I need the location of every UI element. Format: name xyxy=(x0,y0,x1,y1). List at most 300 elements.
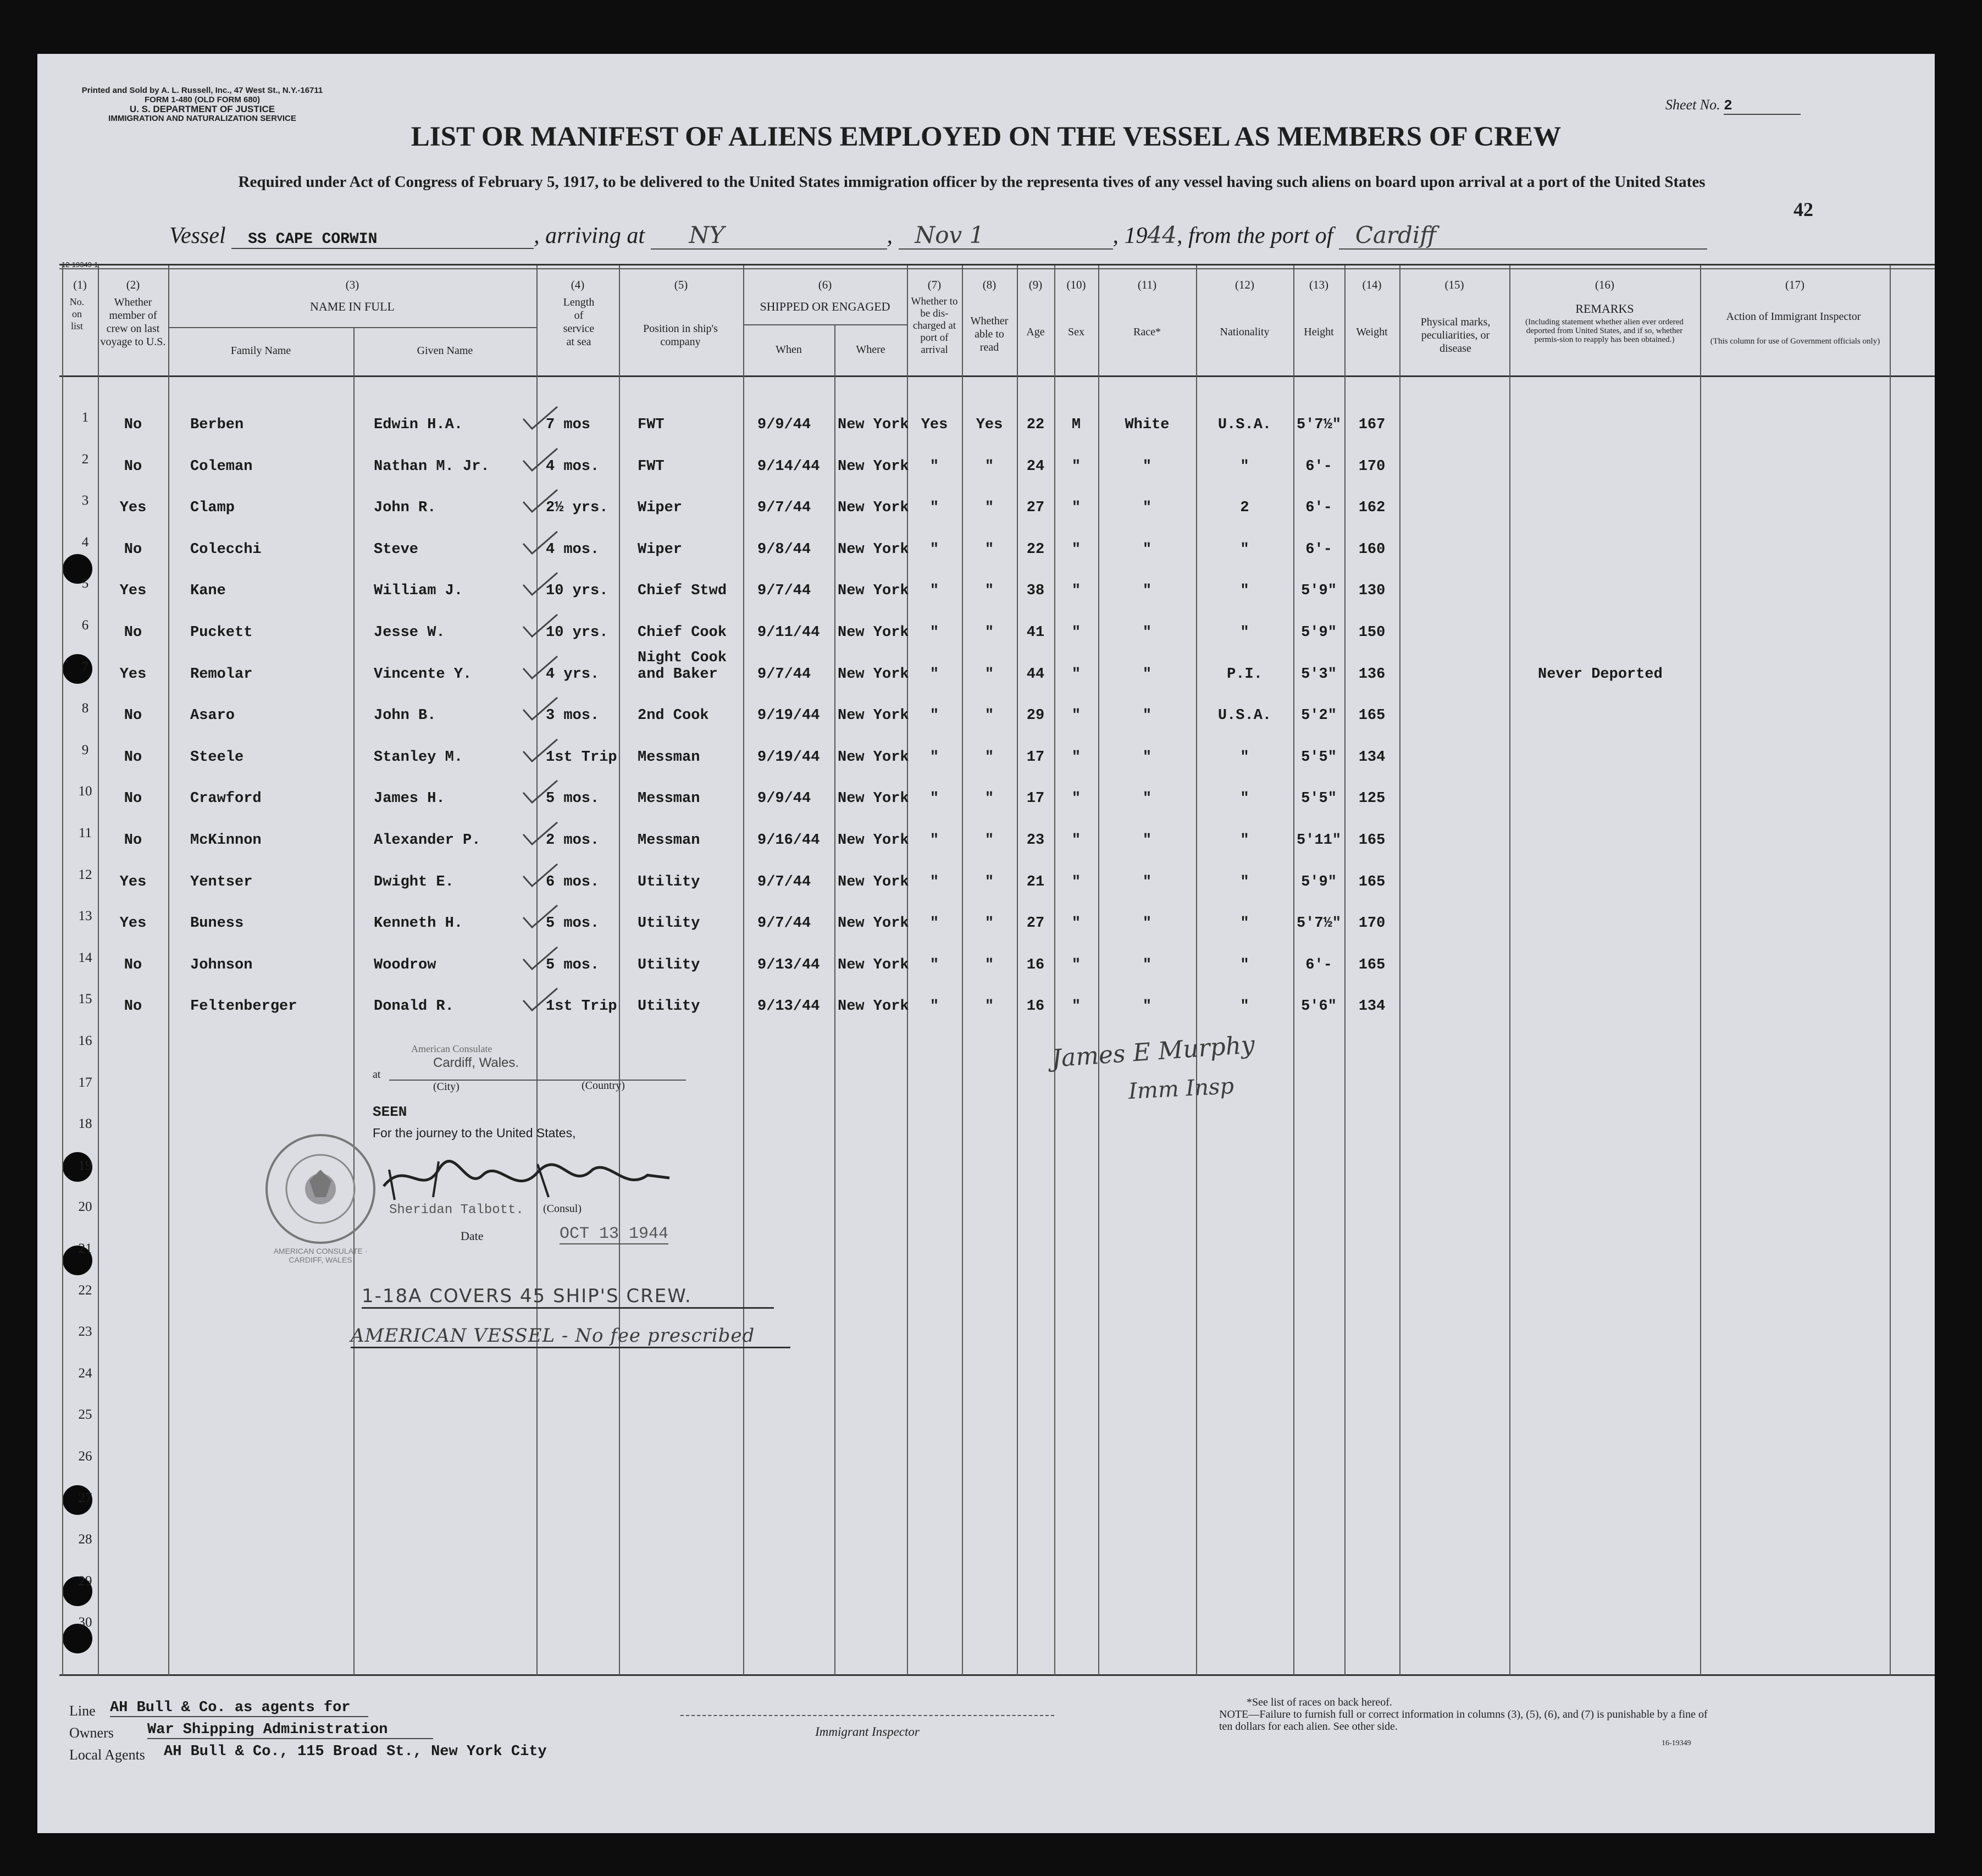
crew-coverage-note: 1-18A COVERS 45 SHIP'S CREW. xyxy=(362,1285,774,1309)
cell-position: Utility xyxy=(638,874,700,890)
arriving-label: , arriving at xyxy=(534,223,645,248)
cell-last: No xyxy=(124,417,142,433)
cell-age: 17 xyxy=(1026,790,1045,807)
consul-place: Cardiff, Wales. xyxy=(433,1055,519,1070)
cell-when: 9/19/44 xyxy=(757,749,820,766)
cell-weight: 134 xyxy=(1358,749,1386,766)
cell-discharged: " xyxy=(929,915,939,932)
cell-last: Yes xyxy=(119,915,147,932)
cell-nationality: " xyxy=(1240,624,1249,641)
cell-age: 44 xyxy=(1026,666,1045,683)
row-number: 24 xyxy=(78,1366,92,1381)
cell-where: New York xyxy=(838,500,909,516)
cell-race: " xyxy=(1142,749,1152,766)
cell-position: FWT xyxy=(638,417,665,433)
cell-last: Yes xyxy=(119,583,147,599)
cell-age: 27 xyxy=(1026,500,1045,516)
cell-race: " xyxy=(1142,832,1152,849)
cell-remarks: Never Deported xyxy=(1538,666,1663,683)
footer-form-number: 16-19349 xyxy=(1662,1739,1691,1747)
row-number: 18 xyxy=(78,1116,92,1131)
footer-agents-label: Local Agents xyxy=(69,1747,145,1763)
cell-given: Donald R. xyxy=(374,998,454,1015)
column-number: (8) xyxy=(982,278,996,291)
cell-position: Utility xyxy=(638,998,700,1015)
cell-service: 1st Trip xyxy=(546,749,617,766)
column-rule xyxy=(834,324,835,1675)
cell-position: Chief Cook xyxy=(638,624,727,641)
cell-given: Steve xyxy=(374,541,419,558)
cell-where: New York xyxy=(838,832,909,849)
cell-last: No xyxy=(124,998,142,1015)
cell-given: John R. xyxy=(374,500,436,516)
cell-family: Clamp xyxy=(190,500,235,516)
cell-discharged: " xyxy=(929,500,939,516)
cell-family: Johnson xyxy=(190,957,253,973)
page-title: LIST OR MANIFEST OF ALIENS EMPLOYED ON THE VESSEL AS MEMBERS OF CREW xyxy=(411,121,1562,152)
row-number: 9 xyxy=(81,743,89,757)
consul-at-label: at xyxy=(373,1069,381,1081)
cell-position: 2nd Cook xyxy=(638,707,709,724)
row-number: 30 xyxy=(78,1615,92,1630)
cell-age: 22 xyxy=(1026,417,1045,433)
cell-weight: 162 xyxy=(1358,500,1386,516)
cell-race: White xyxy=(1125,417,1170,433)
row-number: 6 xyxy=(81,618,89,633)
cell-height: 5'7½" xyxy=(1296,417,1341,433)
cell-height: 5'7½" xyxy=(1296,915,1341,932)
cell-race: " xyxy=(1142,957,1152,973)
cell-race: " xyxy=(1142,583,1152,599)
check-mark-icon xyxy=(521,862,560,889)
cell-given: William J. xyxy=(374,583,463,599)
row-number: 28 xyxy=(78,1532,92,1547)
cell-race: " xyxy=(1142,541,1152,558)
row-number: 8 xyxy=(81,701,89,716)
col-header-service: Length of service at sea xyxy=(563,296,595,348)
cell-read: " xyxy=(984,583,994,599)
row-number: 12 xyxy=(78,867,92,882)
cell-race: " xyxy=(1142,666,1152,683)
column-rule xyxy=(743,265,744,1675)
arrival-year: 44 xyxy=(1147,222,1177,248)
cell-race: " xyxy=(1142,707,1152,724)
cell-sex: " xyxy=(1071,541,1081,558)
cell-service: 4 yrs. xyxy=(546,666,600,683)
row-number: 25 xyxy=(78,1407,92,1422)
cell-age: 21 xyxy=(1026,874,1045,890)
cell-when: 9/7/44 xyxy=(757,666,811,683)
col-header-inspector: Action of Immigrant Inspector xyxy=(1726,311,1861,323)
column-number: (12) xyxy=(1235,278,1254,291)
column-number: (6) xyxy=(818,278,832,291)
row-number: 11 xyxy=(78,826,92,840)
sheet-no-label: Sheet No. xyxy=(1665,97,1720,113)
date-label: Date xyxy=(461,1229,484,1243)
cell-age: 16 xyxy=(1026,998,1045,1015)
cell-discharged: " xyxy=(929,707,939,724)
cell-family: Coleman xyxy=(190,458,253,475)
cell-nationality: " xyxy=(1240,915,1249,932)
cell-given: Woodrow xyxy=(374,957,436,973)
cell-nationality: " xyxy=(1240,458,1249,475)
city-label: (City) xyxy=(433,1081,459,1093)
column-number: (4) xyxy=(571,278,585,291)
col-header-inspector-note: (This column for use of Government officials only) xyxy=(1710,337,1880,346)
col-header-shipped: SHIPPED OR ENGAGED xyxy=(760,300,890,313)
cell-nationality: " xyxy=(1240,874,1249,890)
column-number: (7) xyxy=(927,278,942,291)
cell-nationality: U.S.A. xyxy=(1217,707,1272,724)
cell-discharged: " xyxy=(929,666,939,683)
subheader-rule xyxy=(168,327,536,328)
cell-when: 9/14/44 xyxy=(757,458,820,475)
check-mark-icon xyxy=(521,820,560,848)
column-number: (16) xyxy=(1595,278,1614,291)
column-number: (13) xyxy=(1309,278,1328,291)
footer-inspector-label: Immigrant Inspector xyxy=(815,1725,920,1739)
cell-service: 7 mos xyxy=(546,417,591,433)
cell-given: Nathan M. Jr. xyxy=(374,458,490,475)
col-header-when: When xyxy=(776,344,802,356)
cell-service: 5 mos. xyxy=(546,957,600,973)
cell-weight: 125 xyxy=(1358,790,1386,807)
cell-sex: " xyxy=(1071,832,1081,849)
cell-when: 9/7/44 xyxy=(757,500,811,516)
cell-position: Night Cook and Baker xyxy=(638,650,727,683)
table-bottom-rule xyxy=(59,1674,1935,1676)
cell-height: 5'3" xyxy=(1301,666,1337,683)
cell-weight: 165 xyxy=(1358,957,1386,973)
column-number: (11) xyxy=(1137,278,1157,291)
footer-owners-value: War Shipping Administration xyxy=(147,1722,433,1739)
row-number: 1 xyxy=(81,410,89,425)
cell-discharged: " xyxy=(929,957,939,973)
footer-line-label: Line xyxy=(69,1703,96,1719)
row-number: 27 xyxy=(78,1491,92,1506)
inspector-signature: James E Murphy xyxy=(1050,1031,1256,1073)
cell-where: New York xyxy=(838,998,909,1015)
cell-when: 9/7/44 xyxy=(757,583,811,599)
check-mark-icon xyxy=(521,903,560,931)
cell-given: Stanley M. xyxy=(374,749,463,766)
cell-read: " xyxy=(984,749,994,766)
cell-given: Vincente Y. xyxy=(374,666,472,683)
check-mark-icon xyxy=(521,695,560,723)
printer-line: FORM 1-480 (OLD FORM 680) xyxy=(144,95,261,104)
cell-read: " xyxy=(984,666,994,683)
cell-weight: 165 xyxy=(1358,874,1386,890)
cell-age: 24 xyxy=(1026,458,1045,475)
table-top-rule xyxy=(59,268,1935,269)
cell-sex: " xyxy=(1071,915,1081,932)
cell-sex: " xyxy=(1071,957,1081,973)
cell-height: 6'- xyxy=(1305,541,1332,558)
row-number: 2 xyxy=(81,452,89,467)
cell-discharged: " xyxy=(929,749,939,766)
column-number: (1) xyxy=(73,278,87,291)
page-subtitle: Required under Act of Congress of February 5, 1917, to be delivered to the United States immigration officer by the representa tives of any vessel having such aliens on board upon arrival at a port of the United States xyxy=(238,173,1706,191)
cell-sex: " xyxy=(1071,874,1081,890)
page-number: 42 xyxy=(1793,198,1813,220)
cell-race: " xyxy=(1142,998,1152,1015)
check-mark-icon xyxy=(521,612,560,640)
inspector-title: Imm Insp xyxy=(1127,1073,1235,1104)
cell-height: 5'5" xyxy=(1301,749,1337,766)
cell-height: 5'9" xyxy=(1301,624,1337,641)
cell-where: New York xyxy=(838,749,909,766)
row-number: 19 xyxy=(78,1158,92,1173)
cell-nationality: " xyxy=(1240,957,1249,973)
cell-nationality: U.S.A. xyxy=(1217,417,1272,433)
check-mark-icon xyxy=(521,488,560,515)
cell-age: 41 xyxy=(1026,624,1045,641)
column-number: (14) xyxy=(1362,278,1382,291)
american-vessel-note: AMERICAN VESSEL - No fee prescribed xyxy=(351,1325,790,1348)
cell-when: 9/9/44 xyxy=(757,417,811,433)
col-header-nationality: Nationality xyxy=(1220,326,1270,338)
row-number: 16 xyxy=(78,1033,92,1048)
cell-sex: " xyxy=(1071,583,1081,599)
check-mark-icon xyxy=(521,945,560,972)
column-rule xyxy=(62,265,63,1675)
cell-where: New York xyxy=(838,874,909,890)
cell-when: 9/11/44 xyxy=(757,624,820,641)
manifest-sheet xyxy=(37,54,1935,1833)
column-number: (2) xyxy=(126,278,140,291)
row-number: 7 xyxy=(81,660,89,674)
cell-weight: 170 xyxy=(1358,458,1386,475)
cell-sex: " xyxy=(1071,500,1081,516)
row-number: 10 xyxy=(78,784,92,799)
cell-when: 9/7/44 xyxy=(757,874,811,890)
cell-sex: " xyxy=(1071,458,1081,475)
col-header-remarks: REMARKS xyxy=(1575,302,1634,316)
cell-age: 29 xyxy=(1026,707,1045,724)
table-top-rule xyxy=(59,264,1935,265)
column-rule xyxy=(1399,265,1400,1675)
column-rule xyxy=(353,327,355,1675)
arriving-port: NY xyxy=(651,222,887,250)
country-label: (Country) xyxy=(582,1080,625,1092)
cell-last: No xyxy=(124,790,142,807)
cell-given: James H. xyxy=(374,790,445,807)
cell-race: " xyxy=(1142,874,1152,890)
col-header-race: Race* xyxy=(1133,326,1161,338)
col-header-weight: Weight xyxy=(1356,326,1388,338)
cell-race: " xyxy=(1142,915,1152,932)
cell-discharged: " xyxy=(929,832,939,849)
cell-sex: " xyxy=(1071,666,1081,683)
cell-weight: 134 xyxy=(1358,998,1386,1015)
cell-weight: 150 xyxy=(1358,624,1386,641)
column-number: (15) xyxy=(1444,278,1464,291)
col-header-last-voyage: Whether member of crew on last voyage to U.S. xyxy=(100,296,166,348)
cell-read: " xyxy=(984,915,994,932)
footer-line-value: AH Bull & Co. as agents for xyxy=(110,1700,368,1717)
cell-height: 5'2" xyxy=(1301,707,1337,724)
row-number: 26 xyxy=(78,1449,92,1464)
cell-service: 10 yrs. xyxy=(546,583,608,599)
cell-when: 9/8/44 xyxy=(757,541,811,558)
printer-line: Printed and Sold by A. L. Russell, Inc., 47 West St., N.Y.-16711 xyxy=(81,86,323,95)
cell-where: New York xyxy=(838,915,909,932)
row-number: 15 xyxy=(78,992,92,1006)
cell-where: New York xyxy=(838,707,909,724)
footer-agents-value: AH Bull & Co., 115 Broad St., New York City xyxy=(164,1744,547,1760)
footer-owners-label: Owners xyxy=(69,1725,114,1741)
col-header-read: Whether able to read xyxy=(970,315,1009,353)
header-bottom-rule xyxy=(59,375,1935,377)
cell-position: Chief Stwd xyxy=(638,583,727,599)
col-header-no: No. on list xyxy=(69,296,85,331)
consul-signature xyxy=(373,1148,680,1208)
col-header-age: Age xyxy=(1026,326,1045,338)
cell-sex: " xyxy=(1071,749,1081,766)
cell-weight: 165 xyxy=(1358,832,1386,849)
subheader-rule xyxy=(743,324,907,325)
column-rule xyxy=(168,265,169,1675)
row-number: 13 xyxy=(78,909,92,923)
cell-given: Kenneth H. xyxy=(374,915,463,932)
sheet-number xyxy=(1665,97,1801,115)
cell-read: " xyxy=(984,500,994,516)
consulate-line: American Consulate xyxy=(411,1043,492,1054)
cell-service: 4 mos. xyxy=(546,458,600,475)
departure-port: Cardiff xyxy=(1339,222,1707,250)
seal-text: AMERICAN CONSULATE · CARDIFF, WALES xyxy=(273,1247,368,1264)
cell-nationality: " xyxy=(1240,790,1249,807)
cell-where: New York xyxy=(838,541,909,558)
cell-sex: " xyxy=(1071,998,1081,1015)
cell-service: 4 mos. xyxy=(546,541,600,558)
cell-weight: 167 xyxy=(1358,417,1386,433)
cell-sex: " xyxy=(1071,790,1081,807)
cell-last: No xyxy=(124,707,142,724)
cell-read: " xyxy=(984,957,994,973)
cell-service: 5 mos. xyxy=(546,915,600,932)
row-number: 14 xyxy=(78,950,92,965)
cell-where: New York xyxy=(838,417,909,433)
cell-race: " xyxy=(1142,458,1152,475)
cell-family: Kane xyxy=(190,583,226,599)
cell-last: Yes xyxy=(119,874,147,890)
footer-races-note: *See list of races on back hereof. xyxy=(1247,1696,1392,1708)
row-number: 21 xyxy=(78,1241,92,1256)
cell-nationality: P.I. xyxy=(1227,666,1263,683)
cell-position: Wiper xyxy=(638,541,683,558)
cell-weight: 136 xyxy=(1358,666,1386,683)
cell-when: 9/13/44 xyxy=(757,957,820,973)
row-number: 29 xyxy=(78,1574,92,1589)
cell-where: New York xyxy=(838,666,909,683)
footer-note: NOTE—Failure to furnish full or correct information in columns (3), (5), (6), and (7) is punishable by a fine of ten dollars for each alien. See other side. xyxy=(1219,1708,1708,1733)
cell-service: 6 mos. xyxy=(546,874,600,890)
cell-nationality: " xyxy=(1240,583,1249,599)
journey-line: For the journey to the United States, xyxy=(373,1126,576,1140)
cell-position: Wiper xyxy=(638,500,683,516)
cell-discharged: " xyxy=(929,874,939,890)
cell-age: 23 xyxy=(1026,832,1045,849)
cell-weight: 165 xyxy=(1358,707,1386,724)
cell-height: 5'9" xyxy=(1301,583,1337,599)
cell-given: Alexander P. xyxy=(374,832,481,849)
col-header-position: Position in ship's company xyxy=(643,323,718,348)
col-header-height: Height xyxy=(1304,326,1334,338)
cell-weight: 160 xyxy=(1358,541,1386,558)
col-header-given-name: Given Name xyxy=(417,345,473,357)
cell-race: " xyxy=(1142,790,1152,807)
check-mark-icon xyxy=(521,654,560,682)
cell-last: No xyxy=(124,541,142,558)
column-rule xyxy=(1890,265,1891,1675)
row-number: 23 xyxy=(78,1324,92,1339)
col-header-family-name: Family Name xyxy=(230,345,291,357)
cell-height: 5'9" xyxy=(1301,874,1337,890)
cell-age: 16 xyxy=(1026,957,1045,973)
consul-date: OCT 13 1944 xyxy=(560,1225,669,1243)
cell-last: No xyxy=(124,957,142,973)
cell-service: 2 mos. xyxy=(546,832,600,849)
cell-where: New York xyxy=(838,458,909,475)
column-rule xyxy=(1509,265,1510,1675)
cell-height: 5'6" xyxy=(1301,998,1337,1015)
consulate-seal xyxy=(263,1131,378,1247)
cell-nationality: 2 xyxy=(1240,500,1249,516)
cell-read: " xyxy=(984,707,994,724)
cell-when: 9/19/44 xyxy=(757,707,820,724)
cell-nationality: " xyxy=(1240,998,1249,1015)
cell-family: Puckett xyxy=(190,624,253,641)
cell-height: 6'- xyxy=(1305,500,1332,516)
cell-service: 5 mos. xyxy=(546,790,600,807)
cell-last: No xyxy=(124,458,142,475)
cell-where: New York xyxy=(838,790,909,807)
row-number: 3 xyxy=(81,493,89,508)
cell-when: 9/16/44 xyxy=(757,832,820,849)
cell-discharged: " xyxy=(929,790,939,807)
cell-discharged: " xyxy=(929,624,939,641)
printer-line: U. S. DEPARTMENT OF JUSTICE xyxy=(129,104,275,114)
cell-when: 9/13/44 xyxy=(757,998,820,1015)
row-number: 20 xyxy=(78,1199,92,1214)
inspector-signature-rule xyxy=(680,1715,1054,1716)
check-mark-icon xyxy=(521,737,560,765)
cell-read: " xyxy=(984,998,994,1015)
column-number: (10) xyxy=(1066,278,1086,291)
cell-sex: " xyxy=(1071,707,1081,724)
cell-when: 9/9/44 xyxy=(757,790,811,807)
from-label: , from the port of xyxy=(1176,223,1333,248)
vessel-label: Vessel xyxy=(169,223,226,248)
col-header-name: NAME IN FULL xyxy=(310,300,395,313)
cell-family: Yentser xyxy=(190,874,253,890)
cell-nationality: " xyxy=(1240,541,1249,558)
cell-age: 27 xyxy=(1026,915,1045,932)
cell-race: " xyxy=(1142,624,1152,641)
cell-discharged: " xyxy=(929,583,939,599)
cell-last: No xyxy=(124,749,142,766)
cell-service: 10 yrs. xyxy=(546,624,608,641)
cell-weight: 130 xyxy=(1358,583,1386,599)
cell-given: Jesse W. xyxy=(374,624,445,641)
cell-when: 9/7/44 xyxy=(757,915,811,932)
cell-position: FWT xyxy=(638,458,665,475)
vessel-name: SS CAPE CORWIN xyxy=(231,231,534,249)
check-mark-icon xyxy=(521,986,560,1014)
col-header-sex: Sex xyxy=(1068,326,1084,338)
cell-age: 38 xyxy=(1026,583,1045,599)
